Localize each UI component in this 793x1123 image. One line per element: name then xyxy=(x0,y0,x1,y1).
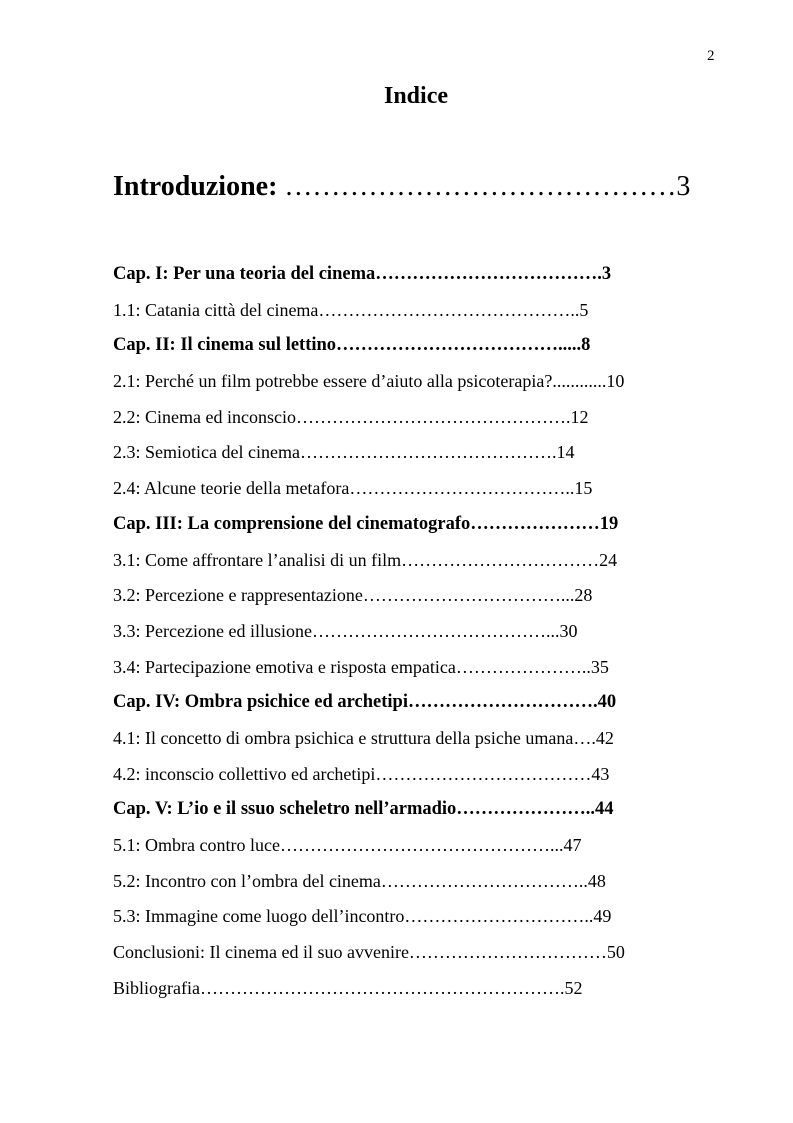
toc-chapter-5[interactable]: Cap. V: L’io e il ssuo scheletro nell’armadio…………………..44 xyxy=(113,799,614,820)
toc-section-2-2[interactable]: 2.2: Cinema ed inconscio……………………………………….12 xyxy=(113,406,589,427)
toc-section-4-2[interactable]: 4.2: inconscio collettivo ed archetipi………………………………43 xyxy=(113,763,610,784)
toc-section-3-2[interactable]: 3.2: Percezione e rappresentazione……………………………...28 xyxy=(113,585,593,606)
toc-section-5-2[interactable]: 5.2: Incontro con l’ombra del cinema……………………………..48 xyxy=(113,870,606,891)
toc-chapter-4[interactable]: Cap. IV: Ombra psichice ed archetipi………………………….40 xyxy=(113,692,617,713)
toc-section-3-4[interactable]: 3.4: Partecipazione emotiva e risposta empatica…………………..35 xyxy=(113,656,609,677)
toc-section-5-3[interactable]: 5.3: Immagine come luogo dell’incontro…………………………..49 xyxy=(113,906,612,927)
toc-section-2-3[interactable]: 2.3: Semiotica del cinema…………………………………….14 xyxy=(113,442,575,463)
toc-chapter-2[interactable]: Cap. II: Il cinema sul lettino……………………………….....8 xyxy=(113,335,591,356)
toc-introduction-page: 3 xyxy=(676,171,691,202)
toc-section-2-1[interactable]: 2.1: Perché un film potrebbe essere d’aiuto alla psicoterapia?............10 xyxy=(113,371,625,392)
toc-section-2-4[interactable]: 2.4: Alcune teorie della metafora………………………………..15 xyxy=(113,478,593,499)
toc-conclusions[interactable]: Conclusioni: Il cinema ed il suo avvenire……………………………50 xyxy=(113,942,625,963)
toc-introduction-label: Introduzione: xyxy=(113,171,278,202)
toc-section-5-1[interactable]: 5.1: Ombra contro luce………………………………………...47 xyxy=(113,835,582,855)
toc-section-4-1[interactable]: 4.1: Il concetto di ombra psichica e struttura della psiche umana….42 xyxy=(113,727,614,748)
toc-introduction-dots: …………………………………… xyxy=(277,171,677,202)
toc-bibliography[interactable]: Bibliografia…………………………………………………….52 xyxy=(113,977,583,998)
toc-introduction[interactable] xyxy=(113,171,690,203)
page-title: Indice xyxy=(383,83,448,109)
page-number: 2 xyxy=(707,48,715,64)
toc-chapter-1[interactable]: Cap. I: Per una teoria del cinema……………………………….3 xyxy=(113,264,612,284)
toc-chapter-3[interactable]: Cap. III: La comprensione del cinematografo…………………19 xyxy=(113,513,619,534)
toc-section-1-1[interactable]: 1.1: Catania città del cinema……………………………………..5 xyxy=(113,299,589,320)
toc-section-3-3[interactable]: 3.3: Percezione ed illusione…………………………………...30 xyxy=(113,620,578,641)
toc-section-3-1[interactable]: 3.1: Come affrontare l’analisi di un film……………………………24 xyxy=(113,549,618,570)
table-of-contents xyxy=(113,263,625,1012)
